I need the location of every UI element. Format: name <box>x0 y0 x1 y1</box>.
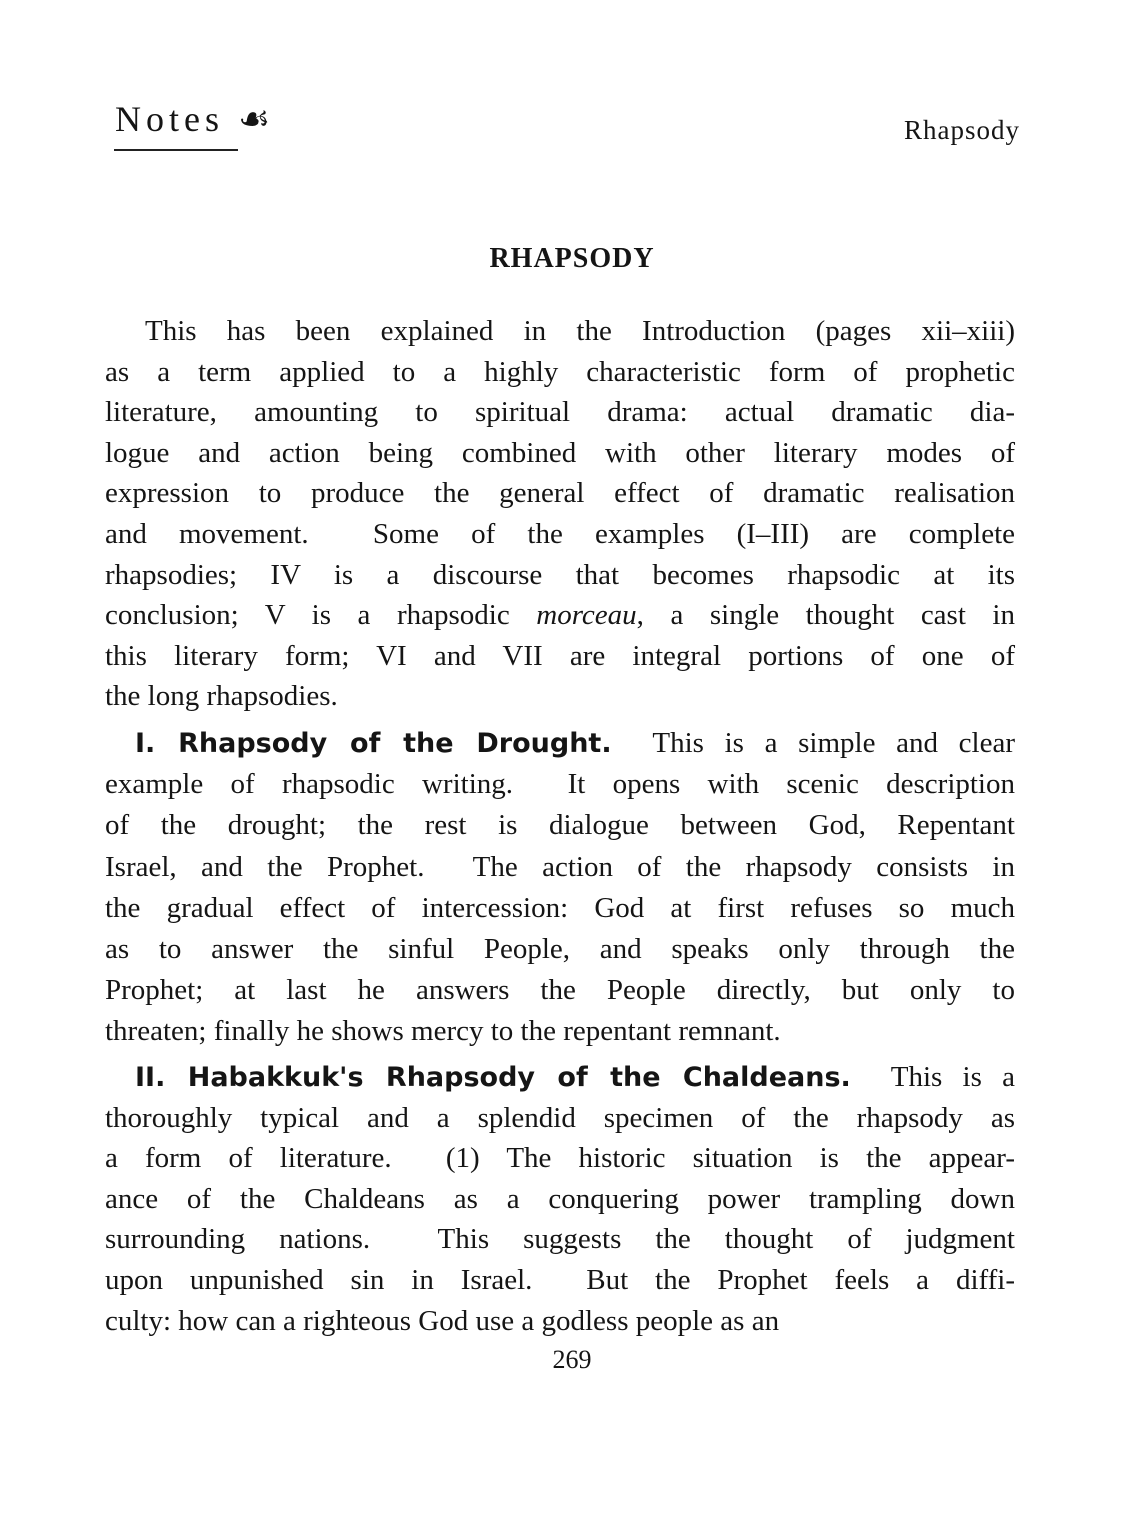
text-segment: of the drought; the rest is dialogue between God, Repentant <box>105 809 1015 842</box>
text-line <box>105 972 1015 1008</box>
text-segment: threaten; finally he shows mercy to the repentant remnant. <box>105 1015 781 1048</box>
text-line <box>105 354 1015 390</box>
text-segment: This is a simple and clear <box>611 727 1015 759</box>
text-segment: surrounding nations. This suggests the thought of judgment <box>105 1223 1015 1256</box>
fleuron-icon: ☙ <box>238 99 276 139</box>
text-segment: the long rhapsodies. <box>105 680 338 713</box>
text-segment: conclusion; V is a rhapsodic <box>105 599 537 632</box>
running-head-section: Rhapsody <box>904 115 1020 145</box>
text-line <box>105 1013 1015 1049</box>
text-line <box>135 1059 1015 1096</box>
text-segment: literature, amounting to spiritual drama: actual dramatic dia- <box>105 396 1015 429</box>
text-line <box>105 931 1015 967</box>
text-line <box>105 1100 1015 1136</box>
section-heading: II. Habakkuk's Rhapsody of the Chaldeans. <box>135 1062 851 1093</box>
text-segment: and movement. Some of the examples (I–III) are complete <box>105 518 1015 550</box>
text-segment: ance of the Chaldeans as a conquering power trampling down <box>105 1182 1015 1215</box>
text-line <box>105 849 1015 885</box>
text-line <box>105 435 1015 471</box>
text-line <box>105 516 1015 552</box>
section-heading: I. Rhapsody of the Drought. <box>135 728 612 759</box>
text-line <box>105 1303 1015 1339</box>
text-segment: thoroughly typical and a splendid specimen of the rhapsody as <box>105 1101 1015 1134</box>
text-line <box>145 313 1015 349</box>
text-line <box>105 475 1015 511</box>
text-segment: culty: how can a righteous God use a godless people as an <box>105 1304 780 1337</box>
running-head-notes <box>115 98 275 140</box>
text-line <box>135 725 1015 762</box>
text-line <box>105 807 1015 843</box>
text-line <box>105 1140 1015 1176</box>
running-head-notes-text: Notes <box>115 99 224 139</box>
page-number: 269 <box>552 1345 592 1374</box>
text-line <box>105 394 1015 430</box>
text-segment: as a term applied to a highly characteristic form of prophetic <box>105 355 1015 388</box>
text-segment: rhapsodies; IV is a discourse that becomes rhapsodic at its <box>105 558 1015 591</box>
text-segment: a form of literature. (1) The historic situation is the appear- <box>105 1142 1015 1175</box>
text-segment: logue and action being combined with other literary modes of <box>105 436 1015 469</box>
text-line <box>105 678 1015 714</box>
text-segment: example of rhapsodic writing. It opens with scenic description <box>105 768 1015 801</box>
text-segment: Israel, and the Prophet. The action of the rhapsody consists in <box>105 850 1015 883</box>
text-line <box>105 1262 1015 1298</box>
text-line <box>105 890 1015 926</box>
text-segment: the gradual effect of intercession: God at first refuses so much <box>105 891 1015 924</box>
text-segment: expression to produce the general effect of dramatic realisation <box>105 477 1015 510</box>
text-line <box>105 1221 1015 1257</box>
text-line <box>105 638 1015 674</box>
text-line <box>105 557 1015 593</box>
header-underline <box>114 149 238 151</box>
text-segment: This has been explained in the Introduction (pages xii–xiii) <box>145 315 1015 347</box>
text-line <box>105 597 1015 633</box>
text-line <box>105 1181 1015 1217</box>
text-segment: Prophet; at last he answers the People directly, but only to <box>105 974 1015 1007</box>
text-segment: upon unpunished sin in Israel. But the Prophet feels a diffi- <box>105 1264 1015 1296</box>
chapter-title: RHAPSODY <box>489 243 655 274</box>
italic-text: morceau <box>536 599 637 632</box>
text-segment: as to answer the sinful People, and speaks only through the <box>105 933 1015 965</box>
text-segment: , a single thought cast in <box>636 599 1015 632</box>
text-segment: This is a <box>850 1061 1016 1093</box>
text-line <box>105 766 1015 802</box>
text-segment: this literary form; VI and VII are integral portions of one of <box>105 639 1015 672</box>
